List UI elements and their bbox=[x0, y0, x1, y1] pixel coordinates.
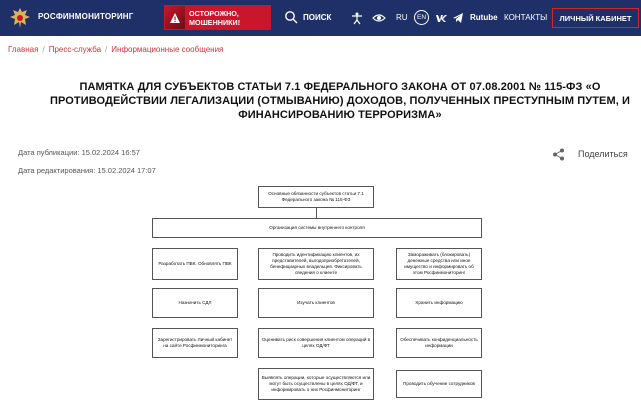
diagram-connector bbox=[316, 208, 317, 218]
search-label[interactable]: ПОИСК bbox=[303, 13, 332, 22]
diagram-box-confidentiality: Обеспечивать конфиденциальность информации bbox=[396, 328, 482, 358]
diagram-box-freeze-assets: Замораживать (блокировать) денежные средства или иное имущество и информировать об этом Росфинмониторинг bbox=[396, 248, 482, 280]
personal-account-button[interactable]: ЛИЧНЫЙ КАБИНЕТ bbox=[552, 8, 639, 28]
breadcrumb: Главная / Пресс-служба / Информационные сообщения bbox=[8, 45, 224, 54]
diagram-box-develop-pvk: Разработать ПВК. Обновлять ПВК bbox=[152, 248, 238, 280]
rutube-link[interactable]: Rutube bbox=[470, 13, 498, 22]
breadcrumb-press[interactable]: Пресс-служба bbox=[48, 45, 102, 54]
page-title: ПАМЯТКА ДЛЯ СУБЪЕКТОВ СТАТЬИ 7.1 ФЕДЕРАЛЬНОГО ЗАКОНА ОТ 07.08.2001 № 115-ФЗ «О ПРОТИВОДЕЙСТВИИ ЛЕГАЛИЗАЦИИ (ОТМЫВАНИЮ) ДОХОДОВ, ПОЛУЧЕННЫХ ПРЕСТУПНЫМ ПУТЕМ, И ФИНАНСИРОВАНИЮ ТЕРРОРИЗМА» bbox=[49, 81, 631, 121]
diagram-box-staff-training: Проводить обучение сотрудников bbox=[396, 370, 482, 398]
vk-icon[interactable] bbox=[435, 11, 447, 25]
obligations-diagram bbox=[0, 176, 641, 404]
publication-date: Дата публикации: 15.02.2024 16:57 bbox=[18, 148, 140, 157]
diagram-box-detect-operations: Выявлять операции, которые осуществляются или могут быть осуществлены в целях ОД/ФТ, и информировать о них Росфинмониторинг bbox=[258, 368, 374, 400]
share-icon[interactable] bbox=[552, 148, 565, 161]
diagram-box-appoint-sdl: Назначить СДЛ bbox=[152, 288, 238, 318]
diagram-box-assess-risk: Оценивать риск совершения клиентом операций в целях ОД/ФТ bbox=[258, 328, 374, 358]
contacts-link[interactable]: КОНТАКТЫ bbox=[504, 13, 548, 22]
lang-ru-link[interactable]: RU bbox=[396, 13, 408, 22]
warning-icon bbox=[165, 6, 185, 29]
diagram-box-identification: Проводить идентификацию клиентов, их представителей, выгодоприобретателей, бенефициарных владельцев. Фиксировать сведения о клиенте bbox=[258, 248, 374, 280]
diagram-box-store-info: Хранить информацию bbox=[396, 288, 482, 318]
share-label[interactable]: Поделиться bbox=[578, 149, 628, 159]
scam-warning-banner[interactable] bbox=[164, 5, 271, 30]
eagle-emblem-icon[interactable] bbox=[8, 6, 32, 30]
brand-name[interactable]: РОСФИНМОНИТОРИНГ bbox=[38, 12, 134, 21]
diagram-box-study-clients: Изучать клиентов bbox=[258, 288, 374, 318]
diagram-box-top: Основные обязанности субъектов статьи 7.1 Федерального закона № 115-ФЗ bbox=[258, 186, 374, 208]
eye-icon[interactable] bbox=[372, 11, 386, 25]
site-header bbox=[0, 0, 641, 36]
diagram-box-internal-control: Организация системы внутреннего контроля bbox=[152, 218, 482, 238]
search-icon[interactable] bbox=[284, 10, 298, 24]
breadcrumb-home[interactable]: Главная bbox=[8, 45, 39, 54]
scam-banner-line2: МОШЕННИКИ! bbox=[189, 18, 241, 27]
breadcrumb-news[interactable]: Информационные сообщения bbox=[111, 45, 224, 54]
lang-en-link[interactable]: EN bbox=[414, 10, 429, 25]
accessibility-icon[interactable] bbox=[350, 11, 364, 25]
diagram-box-register-account: Зарегистрировать Личный кабинет на сайте Росфинмониторинга bbox=[152, 328, 238, 358]
scam-banner-line1: ОСТОРОЖНО, bbox=[189, 9, 239, 18]
edit-date: Дата редактирования: 15.02.2024 17:07 bbox=[18, 166, 156, 175]
telegram-icon[interactable] bbox=[452, 11, 464, 25]
